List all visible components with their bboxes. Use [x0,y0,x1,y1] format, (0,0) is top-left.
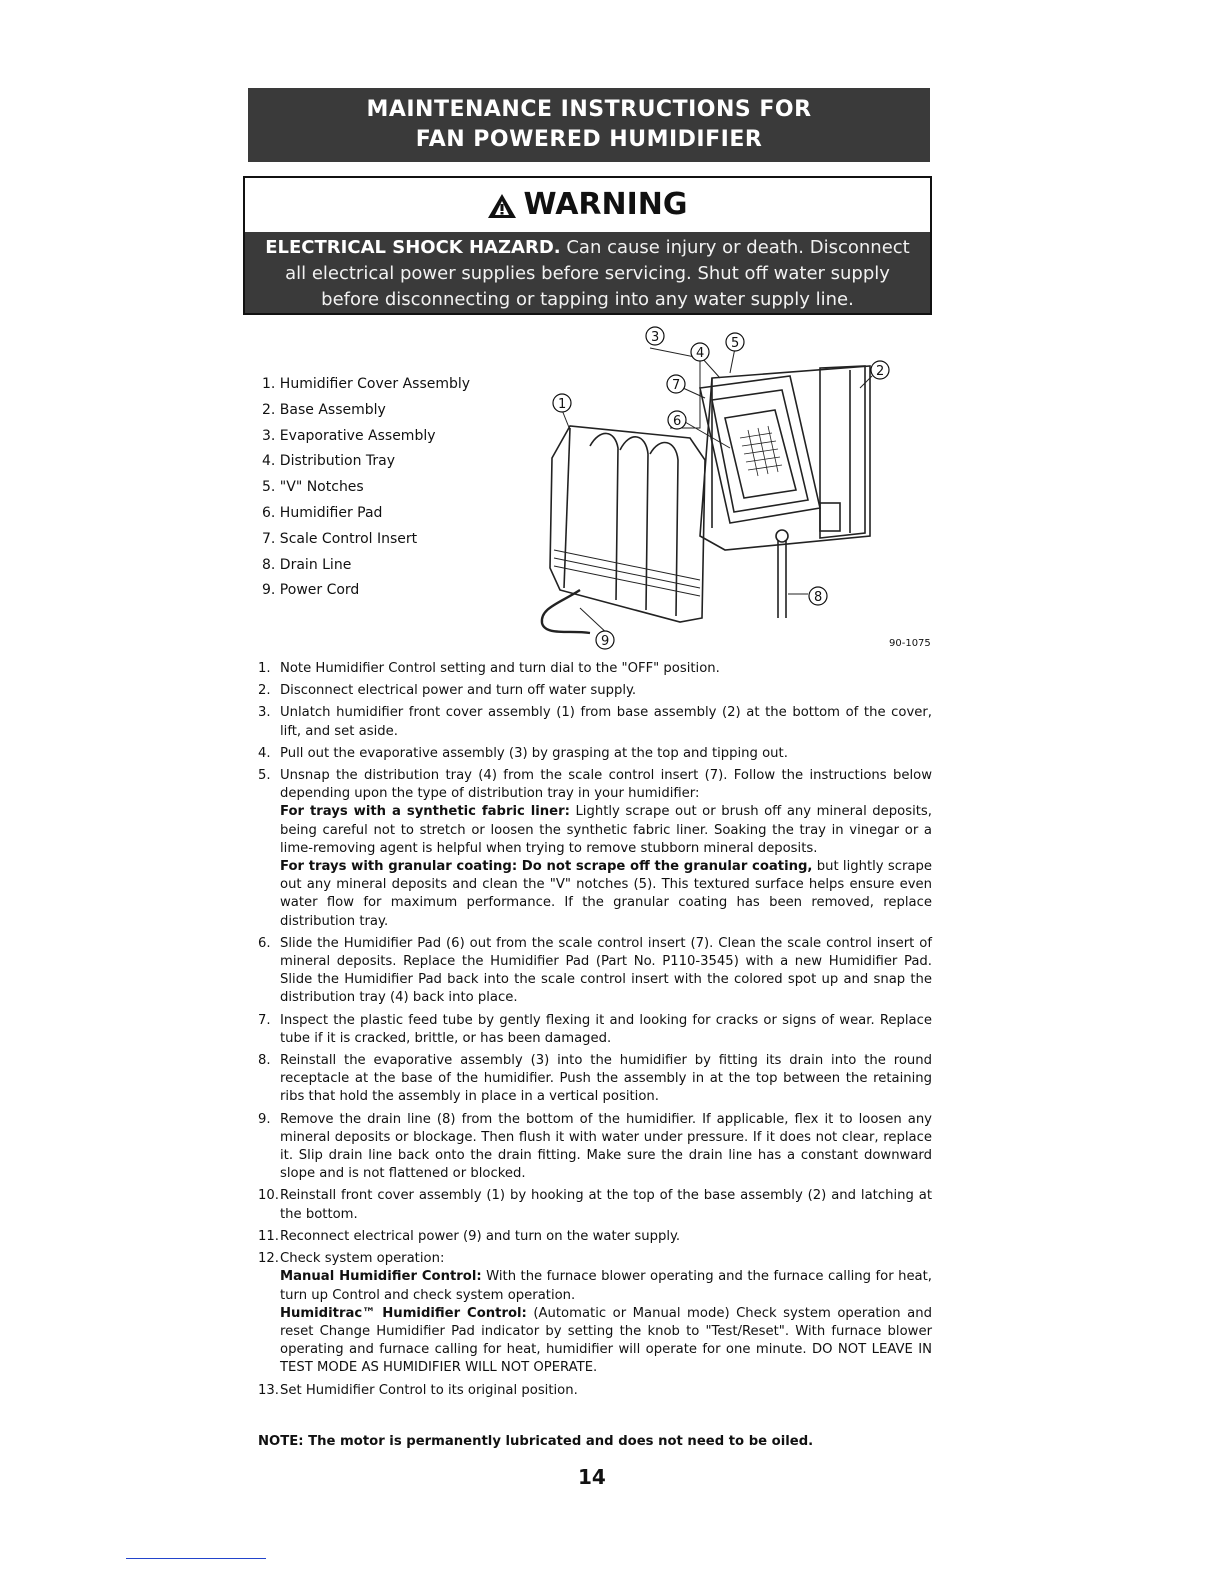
svg-text:5: 5 [731,336,740,351]
callout-5 [726,333,744,351]
step-subheading: For trays with a synthetic fabric liner: [280,804,570,820]
callout-9 [596,631,614,649]
callout-7 [667,375,685,393]
base-assembly-drawing [700,366,870,550]
callout-4 [691,343,709,361]
step-item [258,1187,932,1223]
step-paragraph [280,1250,932,1268]
step-paragraph [280,1268,932,1304]
step-item [258,1052,932,1107]
step-text: Pull out the evaporative assembly (3) by grasping at the top and tipping out. [280,745,788,761]
step-subheading: For trays with granular coating: Do not scrape off the granular coating, [280,859,813,875]
step-number: 8. [258,1053,271,1069]
step-number: 4. [258,745,271,761]
part-item: 2. Base Assembly [262,401,386,418]
svg-text:6: 6 [673,414,682,429]
warning-box [243,176,932,315]
part-item: 7. Scale Control Insert [262,530,418,547]
step-text: Disconnect electrical power and turn off water supply. [280,683,637,699]
step-paragraph [280,1382,932,1400]
svg-text:2: 2 [876,364,885,379]
step-number: 13. [258,1382,279,1398]
evaporative-assembly-drawing [700,376,820,523]
step-text: Reinstall the evaporative assembly (3) into the humidifier by fitting its drain into the round receptacle at the base of the humidifier. Push the assembly in at the top between the retaining ribs that hold the assembly in place in a vertical position. [280,1053,932,1105]
callout-8 [809,587,827,605]
step-text: Check system operation: [280,1251,445,1267]
svg-text:9: 9 [601,634,610,649]
instruction-steps [258,660,932,1404]
footer-rule [126,1558,266,1559]
humidifier-exploded-diagram [520,318,940,658]
step-number: 2. [258,683,271,699]
step-text: Set Humidifier Control to its original position. [280,1382,578,1398]
step-paragraph [280,1052,932,1107]
svg-text:3: 3 [651,330,660,345]
step-item [258,1012,932,1048]
step-text: Reconnect electrical power (9) and turn on the water supply. [280,1228,681,1244]
step-subheading: Humiditrac™ Humidifier Control: [280,1305,527,1321]
part-item: 3. Evaporative Assembly [262,427,436,444]
step-subheading: Manual Humidifier Control: [280,1269,482,1285]
part-item: 8. Drain Line [262,556,352,573]
page-number: 14 [578,1465,606,1489]
step-item [258,1382,932,1400]
callout-3 [646,327,664,345]
part-item: 4. Distribution Tray [262,453,396,470]
step-number: 7. [258,1012,271,1028]
step-item [258,767,932,931]
part-item: 9. Power Cord [262,582,360,599]
step-item [258,1250,932,1377]
callout-6 [668,411,686,429]
step-item [258,1111,932,1184]
step-item [258,682,932,700]
warning-triangle-icon [487,193,517,219]
step-item [258,935,932,1008]
svg-text:4: 4 [696,346,705,361]
step-text: (Automatic or Manual mode) Check system operation and reset Change Humidifier Pad indicator by setting the knob to "Test/Reset". With furnace blower operating and furnace calling for heat, humidifier will operate for one minute. DO NOT LEAVE IN TEST MODE AS HUMIDIFIER WILL NOT OPERATE. [280,1305,932,1376]
warning-text: Can cause injury or death. Disconnect all electrical power supplies before servicing. Shut off water supply before disconnecting or tapping into any water supply line. [285,237,910,310]
step-number: 3. [258,705,271,721]
step-number: 6. [258,935,271,951]
step-paragraph [280,858,932,931]
part-item: 6. Humidifier Pad [262,504,383,521]
step-text: Reinstall front cover assembly (1) by hooking at the top of the base assembly (2) and latching at the bottom. [280,1188,932,1222]
step-text: Unsnap the distribution tray (4) from the scale control insert (7). Follow the instructions below depending upon the type of distribution tray in your humidifier: [280,768,932,802]
step-text: but lightly scrape out any mineral deposits and clean the "V" notches (5). This textured surface helps ensure even water flow for maximum performance. If the granular coating has been removed, replace distribution tray. [280,859,932,929]
step-paragraph [280,1111,932,1184]
part-item: 1. Humidifier Cover Assembly [262,376,471,392]
step-number: 10. [258,1188,279,1204]
step-paragraph [280,803,932,858]
step-paragraph [280,767,932,803]
title-line-1: MAINTENANCE INSTRUCTIONS FOR [366,97,812,122]
step-text: With the furnace blower operating and the furnace calling for heat, turn up Control and check system operation. [280,1269,932,1303]
step-number: 12. [258,1251,279,1267]
step-item [258,1228,932,1246]
step-item [258,660,932,678]
warning-heading [245,178,930,232]
svg-text:7: 7 [672,378,681,393]
step-text: Unlatch humidifier front cover assembly (1) from base assembly (2) at the bottom of the cover, lift, and set aside. [280,705,932,739]
callout-2 [871,361,889,379]
svg-text:1: 1 [558,397,567,412]
section-title-banner [248,88,930,162]
warning-title: WARNING [523,187,688,222]
step-paragraph [280,1187,932,1223]
step-paragraph [280,704,932,740]
step-paragraph [280,660,932,678]
title-line-2: FAN POWERED HUMIDIFIER [415,127,763,152]
part-item: 5. "V" Notches [262,479,364,496]
callout-1 [553,394,571,412]
warning-hazard: ELECTRICAL SHOCK HAZARD. [265,237,561,258]
step-number: 9. [258,1111,271,1127]
step-text: Remove the drain line (8) from the bottom of the humidifier. If applicable, flex it to loosen any mineral deposits or blockage. Then flush it with water under pressure. If it does not clear, replace it. Slip drain line back onto the drain fitting. Make sure the drain line has a constant downward slope and is not flattened or blocked. [280,1111,932,1182]
step-item [258,745,932,763]
step-paragraph [280,1012,932,1048]
drain-line-drawing [776,530,788,618]
step-paragraph [280,682,932,700]
step-text: Slide the Humidifier Pad (6) out from the scale control insert (7). Clean the scale control insert of mineral deposits. Replace the Humidifier Pad (Part No. P110-3545) with a new Humidifier Pad. Slide the Humidifier Pad back into the scale control insert with the colored spot up and snap the distribution tray (4) back into place. [280,935,932,1006]
step-paragraph [280,1228,932,1246]
step-text: Inspect the plastic feed tube by gently flexing it and looking for cracks or signs of wear. Replace tube if it is cracked, brittle, or has been damaged. [280,1012,932,1046]
svg-text:8: 8 [814,590,823,605]
step-text: Lightly scrape out or brush off any mineral deposits, being careful not to stretch or loosen the synthetic fabric liner. Soaking the tray in vinegar or a lime-removing agent is helpful when trying to remove stubborn mineral deposits. [280,804,932,856]
step-item [258,704,932,740]
step-number: 11. [258,1228,279,1244]
step-paragraph [280,745,932,763]
step-text: Note Humidifier Control setting and turn dial to the "OFF" position. [280,661,720,676]
step-paragraph [280,935,932,1008]
figure-code: 90-1075 [889,638,931,649]
step-number: 5. [258,768,271,784]
step-number: 1. [258,661,271,676]
motor-note: NOTE: The motor is permanently lubricated and does not need to be oiled. [258,1434,814,1449]
cover-assembly-drawing [550,426,705,622]
step-paragraph [280,1305,932,1378]
warning-message [245,232,930,313]
parts-list [262,372,470,604]
